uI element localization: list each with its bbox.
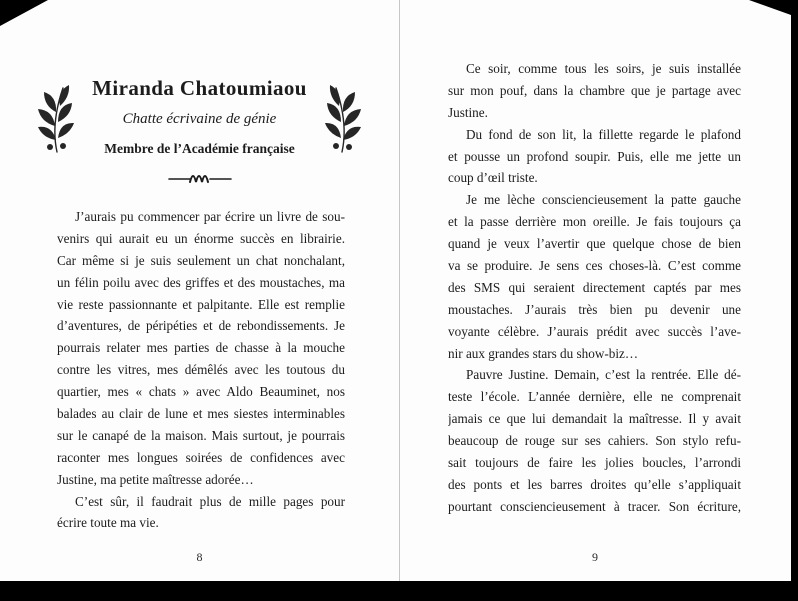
text-line: Pauvre Justine. Demain, c’est la rentrée. Elle dé- [466, 367, 741, 383]
text-line: balades au clair de lune et mes siestes interminables [57, 406, 345, 422]
paragraph [448, 124, 741, 190]
text-line: écrire toute ma vie. [57, 515, 159, 531]
text-line: contre les vitres, mes démêlés avec les toutous du [57, 362, 345, 378]
text-line: et pousse un profond soupir. Puis, elle me jette un [448, 148, 741, 164]
paragraph [448, 58, 741, 124]
page-gutter [399, 0, 400, 581]
paragraph [448, 364, 741, 517]
text-line: Justine. [448, 104, 488, 120]
page-number-right: 9 [592, 550, 598, 564]
text-line: pourtant consciencieusement à tracer. Son écriture, [448, 498, 741, 514]
text-line: jamais ce que lui demandait la maîtresse. Il y avait [448, 411, 741, 427]
olive-branch-icon [30, 78, 84, 156]
text-line: sur mon pouf, dans la chambre que je partage avec [448, 82, 741, 98]
text-line: moustaches. J’aurais très bien pu devenir une [448, 301, 741, 317]
text-line: va se produire. Je sens ces choses-là. C’est comme [448, 258, 741, 274]
text-line: sait toujours de faire les jolies boucles, l’arrondi [448, 455, 741, 471]
page-number-left: 8 [196, 550, 203, 564]
text-line: raconter mes longues soirées de confidences avec [57, 449, 345, 465]
text-line: d’aventures, de péripéties et de rebondissements. Je [57, 318, 345, 334]
text-line: pourrais relater mes parties de chasse à la mouche [57, 340, 345, 356]
paragraph [57, 491, 345, 535]
paragraph [57, 206, 345, 491]
text-line: sur le canapé de la maison. Mais surtout, je pourrais [57, 427, 345, 443]
text-line: des ponts et les barres droites qu’elle s’appliquait [448, 476, 741, 492]
text-line: beaucoup de rouge sur ses cahiers. Son stylo refu- [448, 433, 741, 449]
chapter-header [0, 76, 399, 186]
text-line: venirs qui aurait eu un énorme succès en librairie. [57, 230, 345, 246]
text-line: nir aux grandes stars du show-biz… [448, 345, 639, 361]
text-line: un félin poilu avec des griffes et des moustaches, ma [57, 274, 345, 290]
scan-corner-top-right [749, 0, 791, 15]
text-line: quand je veux l’avertir que quelque chose de bien [448, 236, 741, 252]
text-line: Je me lèche consciencieusement la patte gauche [466, 192, 741, 208]
text-line: voyante célèbre. J’aurais prédit avec succès l’ave- [448, 323, 741, 339]
scan-edge-right [791, 0, 798, 601]
character-affiliation: Membre de l’Académie française [104, 141, 295, 156]
page-left [0, 0, 399, 581]
text-line: teste l’école. L’année dernière, elle ne comprenait [448, 389, 741, 405]
text-line: Car même si je suis seulement un chat nonchalant, [57, 252, 345, 268]
paragraph [448, 189, 741, 364]
text-line: Justine, ma petite maîtresse adorée… [57, 471, 254, 487]
text-line: quartier, mes « chats » avec Aldo Beauminet, nos [57, 384, 345, 400]
scan-corner-top-left [0, 0, 48, 26]
scan-edge-bottom [0, 581, 798, 601]
text-line: vie reste passionnante et palpitante. Elle est remplie [57, 296, 345, 312]
page-left-text [57, 206, 345, 534]
page-right-text [448, 58, 741, 518]
character-subtitle: Chatte écrivaine de génie [122, 111, 277, 127]
page-right [399, 0, 791, 581]
text-line: C’est sûr, il faudrait plus de mille pages pour [75, 493, 345, 509]
character-name-title: Miranda Chatoumiaou [92, 76, 307, 100]
text-line: coup d’œil triste. [448, 170, 538, 186]
squiggle-divider-icon [0, 172, 399, 186]
text-line: et la passe derrière mon oreille. Je fais toujours ça [448, 214, 741, 230]
olive-branch-icon [315, 78, 369, 156]
text-line: des SMS qui seraient directement captés par mes [448, 279, 741, 295]
text-line: Du fond de son lit, la fillette regarde le plafond [466, 126, 741, 142]
text-line: Ce soir, comme tous les soirs, je suis installée [466, 61, 741, 76]
text-line: J’aurais pu commencer par écrire un livre de sou- [75, 209, 345, 224]
